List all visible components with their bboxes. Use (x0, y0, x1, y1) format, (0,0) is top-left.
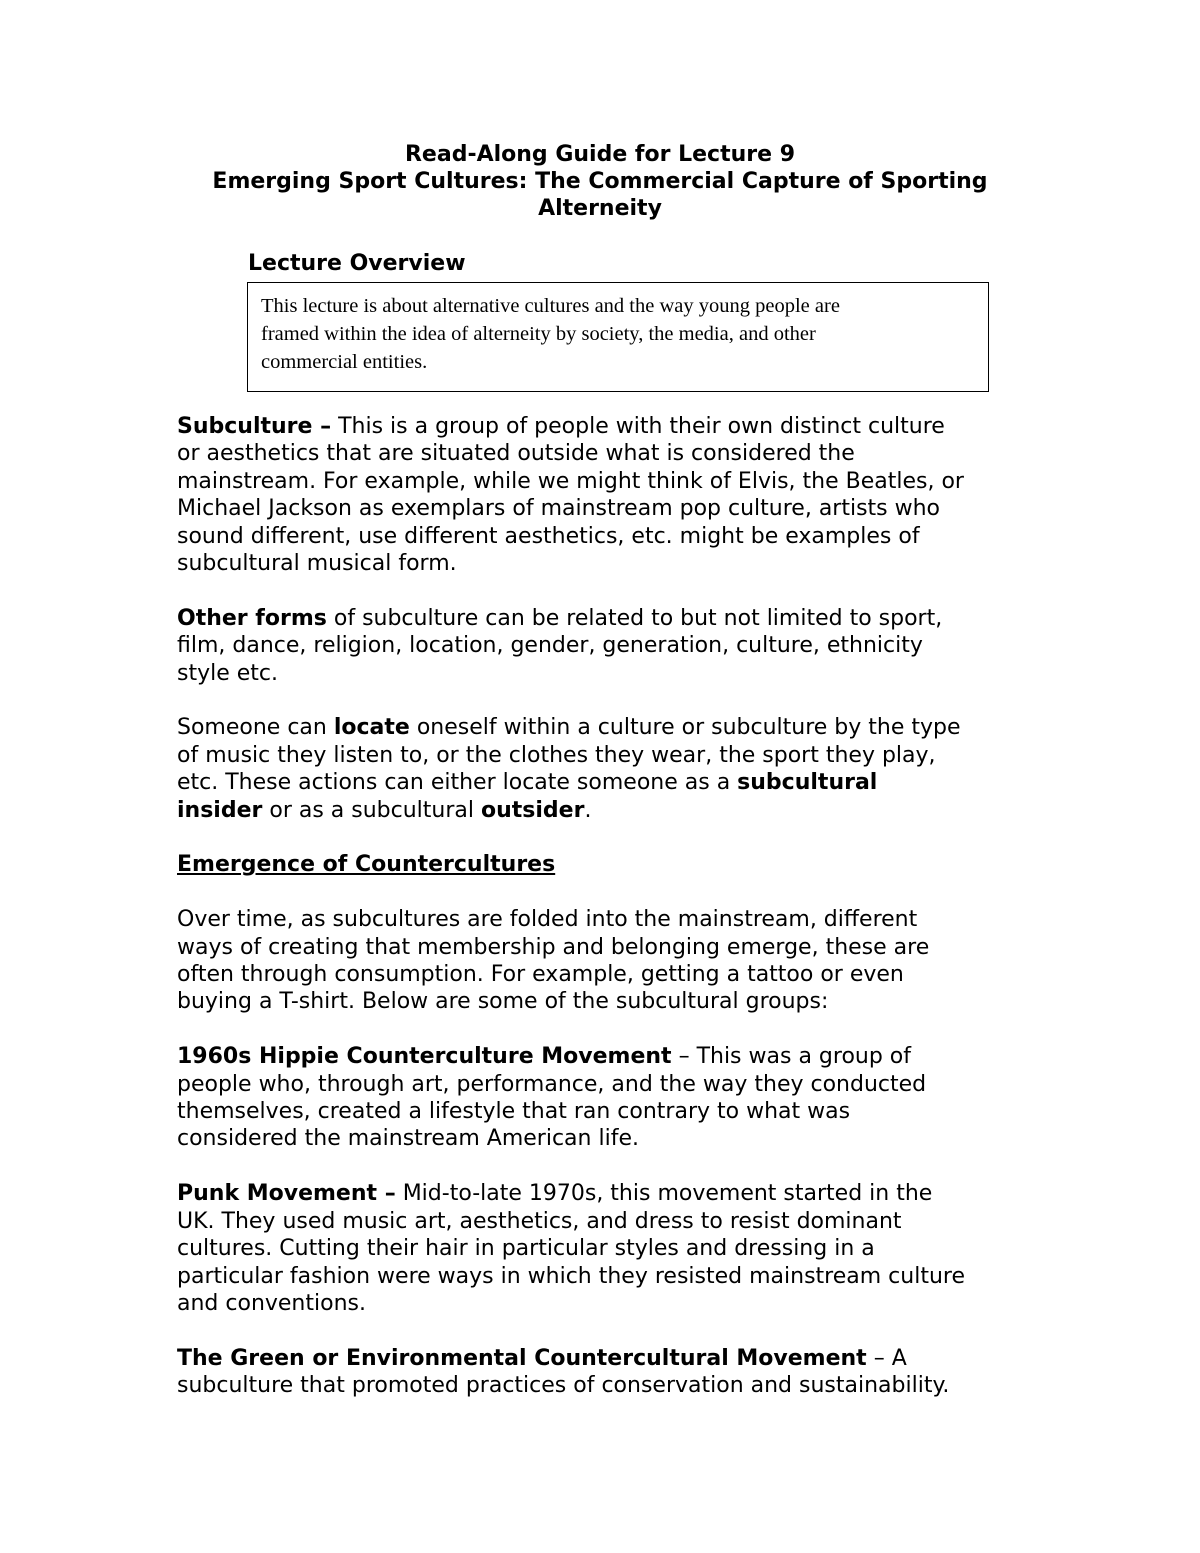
subculture-text: This is a group of people with their own distinct culture (331, 414, 945, 439)
title-line-3: Alterneity (538, 196, 662, 221)
paragraph-line: mainstream. For example, while we might think of Elvis, the Beatles, or (177, 468, 964, 494)
paragraph-line: style etc. (177, 660, 278, 686)
punk-paragraph (177, 1180, 1037, 1317)
punk-text: Mid-to-late 1970s, this movement started in the (395, 1181, 933, 1207)
paragraph-line: and conventions. (177, 1290, 366, 1316)
hippie-text: – This was a group of (671, 1044, 912, 1070)
paragraph-line: considered the mainstream American life. (177, 1126, 639, 1152)
paragraph-line: cultures. Cutting their hair in particular styles and dressing in a (177, 1236, 875, 1262)
locate-text: or as a subcultural (262, 797, 481, 823)
locate-term: locate (333, 715, 410, 741)
other-forms-term: Other forms (177, 605, 327, 631)
section-heading: Emergence of Countercultures (177, 852, 556, 878)
locate-paragraph (177, 714, 1037, 824)
other-forms-paragraph (177, 605, 1037, 687)
countercultures-heading-paragraph (177, 851, 1037, 878)
paragraph-line: of music they listen to, or the clothes they wear, the sport they play, (177, 742, 936, 768)
overview-heading: Lecture Overview (248, 251, 466, 276)
overview-line-1: This lecture is about alternative cultures and the way young people are (261, 295, 840, 317)
paragraph-line: film, dance, religion, location, gender, generation, culture, ethnicity (177, 633, 923, 659)
other-forms-text: of subculture can be related to but not limited to sport, (326, 605, 943, 631)
hippie-term: 1960s Hippie Counterculture Movement (177, 1044, 672, 1070)
locate-text: oneself within a culture or subculture by the type (409, 715, 961, 741)
document-body (177, 413, 1037, 1427)
paragraph-line: or aesthetics that are situated outside what is considered the (177, 441, 855, 467)
paragraph-line: Michael Jackson as exemplars of mainstream pop culture, artists who (177, 496, 941, 522)
paragraph-line: ways of creating that membership and belonging emerge, these are (177, 934, 930, 960)
green-term: The Green or Environmental Countercultural Movement (177, 1345, 867, 1371)
hippie-paragraph (177, 1043, 1037, 1153)
paragraph-line: buying a T-shirt. Below are some of the subcultural groups: (177, 989, 829, 1015)
paragraph-line: subculture that promoted practices of conservation and sustainability. (177, 1373, 950, 1399)
green-text: – A (866, 1345, 907, 1371)
locate-text: . (584, 797, 592, 823)
locate-text: Someone can (177, 715, 334, 741)
title-line-1: Read-Along Guide for Lecture 9 (404, 142, 796, 167)
overview-box (247, 282, 989, 392)
paragraph-line: subcultural musical form. (177, 551, 457, 577)
paragraph-line: sound different, use different aesthetics, etc. might be examples of (177, 523, 920, 549)
insider-term: insider (177, 797, 263, 823)
paragraph-line: often through consumption. For example, getting a tattoo or even (177, 962, 904, 988)
subculture-paragraph (177, 413, 1037, 577)
paragraph-line: Over time, as subcultures are folded into the mainstream, different (177, 907, 918, 933)
locate-text: etc. These actions can either locate someone as a (177, 770, 738, 796)
overview-line-2: framed within the idea of alterneity by society, the media, and other (261, 323, 816, 345)
paragraph-line: themselves, created a lifestyle that ran contrary to what was (177, 1099, 851, 1125)
overview-line-3: commercial entities. (261, 351, 428, 373)
subcultural-term: subcultural (737, 770, 878, 796)
subculture-term: Subculture – (177, 414, 332, 439)
countercultures-paragraph (177, 906, 1037, 1016)
paragraph-line: particular fashion were ways in which they resisted mainstream culture (177, 1263, 965, 1289)
paragraph-line: UK. They used music art, aesthetics, and dress to resist dominant (177, 1208, 902, 1234)
document-title (150, 141, 1050, 222)
title-line-2: Emerging Sport Cultures: The Commercial Capture of Sporting (212, 169, 988, 194)
paragraph-line: people who, through art, performance, and the way they conducted (177, 1071, 927, 1097)
outsider-term: outsider (480, 797, 585, 823)
green-paragraph (177, 1345, 1037, 1400)
punk-term: Punk Movement – (177, 1181, 396, 1207)
